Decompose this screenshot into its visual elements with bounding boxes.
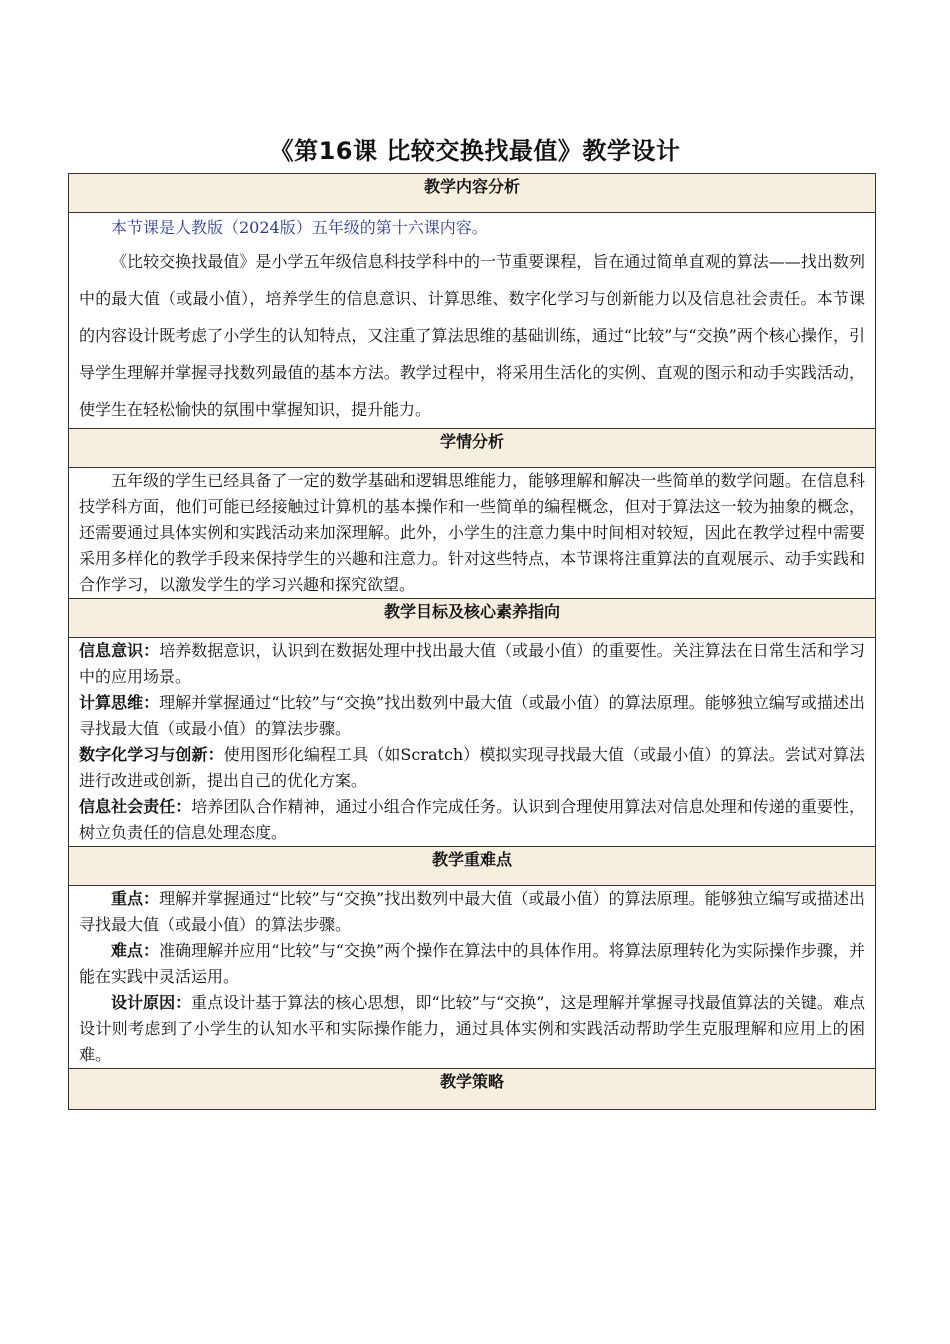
key-point-label: 重点：: [111, 889, 160, 908]
key-point-label: 设计原因：: [111, 993, 192, 1012]
learner-body: 五年级的学生已经具备了一定的数学基础和逻辑思维能力，能够理解和解决一些简单的数学问题。在信息科技学科方面，他们可能已经接触过计算机的基本操作和一些简单的编程概念，但对于算法这一较为抽象的概念，还需要通过具体实例和实践活动来加深理解。此外，小学生的注意力集中时间相对较短，因此在教学过程中需要采用多样化的教学手段来保持学生的兴趣和注意力。针对这些特点，本节课将注重算法的直观展示、动手实践和合作学习，以激发学生的学习兴趣和探究欲望。: [79, 471, 865, 594]
objective-label: 信息意识：: [79, 641, 160, 660]
key-point-text: 重点设计基于算法的核心思想，即“比较”与“交换”，这是理解并掌握寻找最值算法的关键。难点设计则考虑到了小学生的认知水平和实际操作能力，通过具体实例和实践活动帮助学生克服理解和应用上的困难。: [79, 993, 865, 1064]
objective-label: 计算思维：: [79, 693, 160, 712]
key-point-item: [79, 938, 865, 990]
key-point-item: [79, 886, 865, 938]
objective-item: [79, 638, 865, 690]
objective-label: 数字化学习与创新：: [79, 745, 224, 764]
objective-text: 理解并掌握通过“比较”与“交换”找出数列中最大值（或最小值）的算法原理。能够独立编写或描述出寻找最大值（或最小值）的算法步骤。: [79, 693, 865, 738]
section-heading-learner-analysis: 学情分析: [69, 429, 876, 468]
objective-text: 使用图形化编程工具（如Scratch）模拟实现寻找最大值（或最小值）的算法。尝试对算法进行改进或创新，提出自己的优化方案。: [79, 745, 865, 790]
objective-label: 信息社会责任：: [79, 797, 192, 816]
objective-item: [79, 794, 865, 846]
section-body-objectives: [69, 638, 876, 847]
section-body-learner-analysis: [69, 468, 876, 599]
objective-text: 培养数据意识，认识到在数据处理中找出最大值（或最小值）的重要性。关注算法在日常生活和学习中的应用场景。: [79, 641, 865, 686]
section-heading-objectives: 教学目标及核心素养指向: [69, 599, 876, 638]
objective-text: 培养团队合作精神，通过小组合作完成任务。认识到合理使用算法对信息处理和传递的重要性，树立负责任的信息处理态度。: [79, 797, 865, 842]
key-point-text: 理解并掌握通过“比较”与“交换”找出数列中最大值（或最小值）的算法原理。能够独立编写或描述出寻找最大值（或最小值）的算法步骤。: [79, 889, 865, 934]
objective-item: [79, 690, 865, 742]
key-point-item: [79, 990, 865, 1068]
content-body: 《比较交换找最值》是小学五年级信息科技学科中的一节重要课程，旨在通过简单直观的算法——找出数列中的最大值（或最小值），培养学生的信息意识、计算思维、数字化学习与创新能力以及信息社会责任。本节课的内容设计既考虑了小学生的认知特点，又注重了算法思维的基础训练，通过“比较”与“交换”两个核心操作，引导学生理解并掌握寻找数列最值的基本方法。教学过程中，将采用生活化的实例、直观的图示和动手实践活动，使学生在轻松愉快的氛围中掌握知识，提升能力。: [79, 252, 865, 419]
section-heading-strategy: 教学策略: [69, 1069, 876, 1110]
section-body-content-analysis: [69, 213, 876, 429]
objective-item: [79, 742, 865, 794]
section-heading-key-points: 教学重难点: [69, 847, 876, 886]
section-heading-content-analysis: 教学内容分析: [69, 174, 876, 213]
document-title: 《第16课 比较交换找最值》教学设计: [269, 137, 681, 165]
content-intro: 本节课是人教版（2024版）五年级的第十六课内容。: [111, 218, 488, 237]
lesson-plan-table: [68, 173, 876, 1110]
section-body-key-points: [69, 886, 876, 1069]
key-point-label: 难点：: [111, 941, 160, 960]
key-point-text: 准确理解并应用“比较”与“交换”两个操作在算法中的具体作用。将算法原理转化为实际操作步骤，并能在实践中灵活运用。: [79, 941, 865, 986]
